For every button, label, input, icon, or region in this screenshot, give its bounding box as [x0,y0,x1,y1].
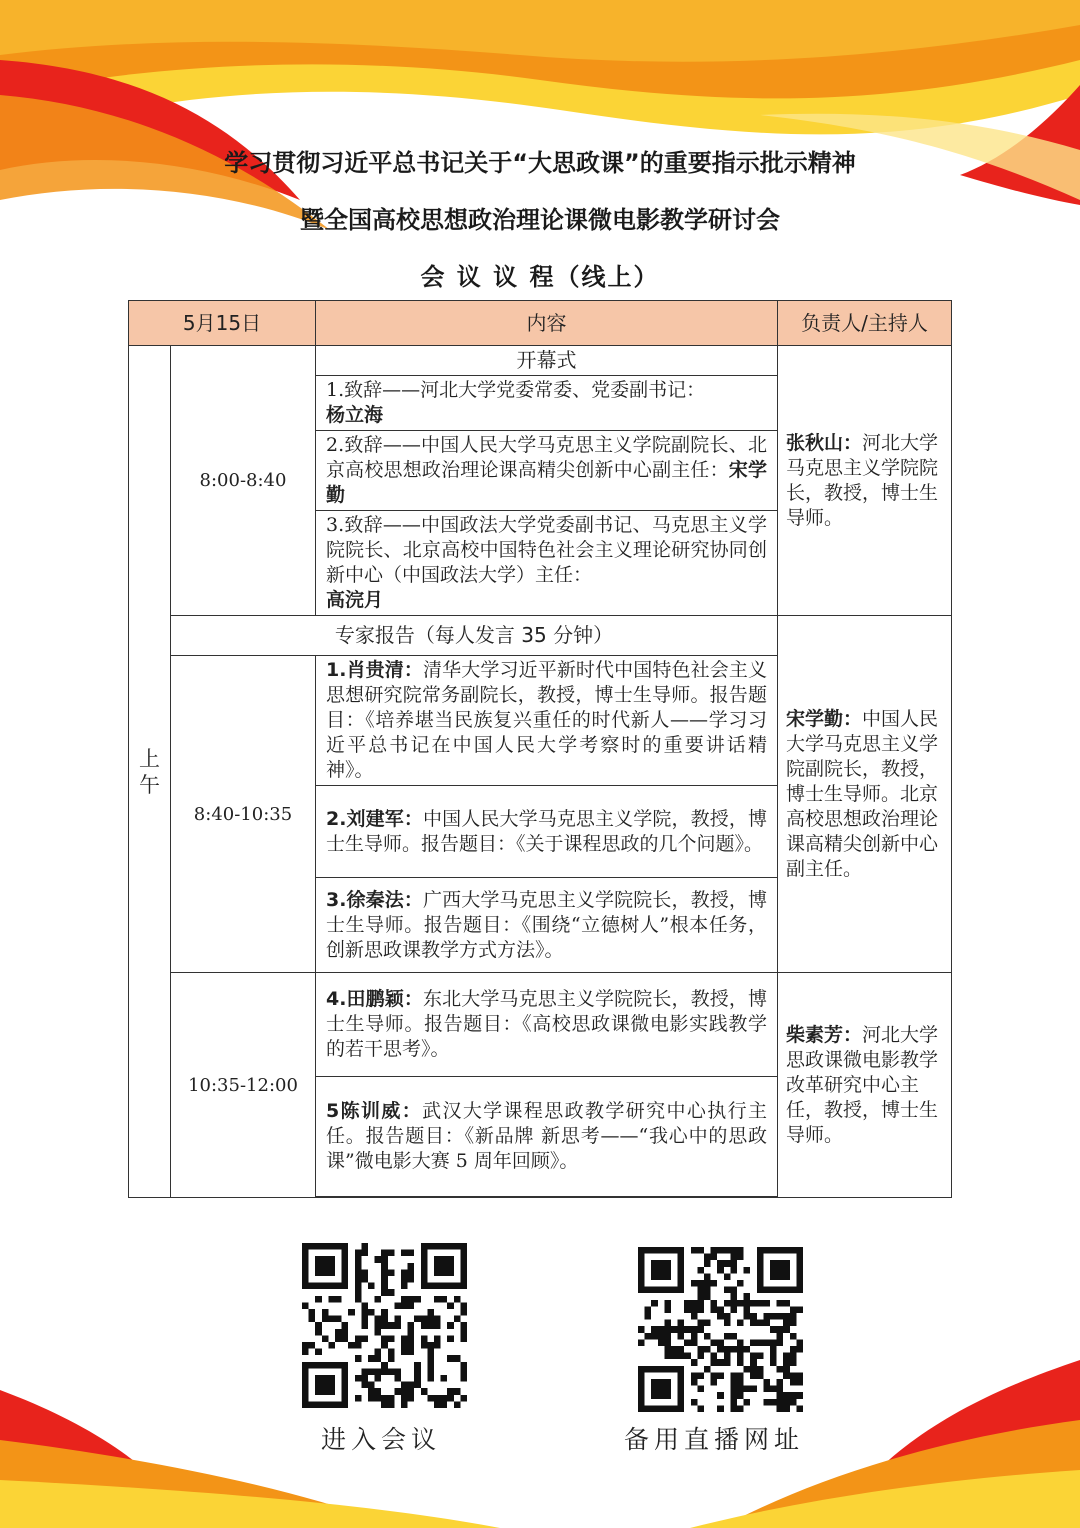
session1-host-desc: 河北大学马克思主义学院院长，教授，博士生导师。 [786,431,939,529]
qr-code-stream[interactable] [638,1247,803,1412]
speaker-name: 4.田鹏颖： [326,988,424,1010]
item-text: 中国人民大学马克思主义学院，教授，博士生导师。报告题目：《关于课程思政的几个问题》。 [326,807,767,855]
session1-item-2 [316,431,778,511]
session3-host-cell [778,973,952,1198]
session3-host-desc: 河北大学思政课微电影教学改革研究中心主任，教授，博士生导师。 [786,1023,939,1146]
item-text: 武汉大学课程思政教学研究中心执行主任。报告题目：《新品牌 新思考——“我心中的思政课”微电影大赛 5 周年回顾》。 [326,1100,767,1172]
session1-item-1 [316,376,778,431]
qr-code-meeting[interactable] [302,1243,467,1408]
table-row [129,973,952,1077]
session2-time: 8:40-10:35 [171,656,316,973]
period-label: 上午 [139,746,160,797]
speaker-name: 5陈训威： [326,1100,423,1122]
session2-item-1 [316,656,778,786]
item-text: 2.致辞——中国人民大学马克思主义学院副院长、北京高校思想政治理论课高精尖创新中心副主任： [326,434,767,481]
speaker-name: 2.刘建军： [326,807,424,830]
speaker-name: 高浣月 [326,589,384,611]
speaker-name: 3.徐秦法： [326,888,424,911]
qr-code-icon [302,1243,467,1408]
session2-item-2 [316,786,778,878]
header-date: 5月15日 [129,301,316,346]
session3-host-name: 柴素芳： [786,1023,863,1046]
session3-time: 10:35-12:00 [171,973,316,1198]
qr-label-stream: 备用直播网址 [624,1425,805,1454]
period-cell [129,346,171,1198]
header-host: 负责人/主持人 [778,301,952,346]
session1-item-3 [316,511,778,616]
speaker-name: 杨立海 [326,404,384,426]
session1-host-name: 张秋山： [786,431,863,454]
item-text: 清华大学习近平新时代中国特色社会主义思想研究院常务副院长，教授，博士生导师。报告题目：《培养堪当民族复兴重任的时代新人——学习习近平总书记在中国人民大学考察时的重要讲话精神》。 [326,659,767,781]
title-line-1: 学习贯彻习近平总书记关于“大思政课”的重要指示批示精神 [224,149,856,177]
session2-host-cell [778,616,952,973]
table-row [129,346,952,376]
session2-heading: 专家报告（每人发言 35 分钟） [171,616,778,656]
item-text: 1.致辞——河北大学党委常委、党委副书记： [326,379,706,401]
table-header-row [129,301,952,346]
session1-host-cell [778,346,952,616]
speaker-name: 宋学勤 [326,459,767,506]
qr-code-icon [638,1247,803,1412]
spacer-cell [316,1197,778,1198]
speaker-name: 1.肖贵清： [326,659,424,681]
item-text: 3.致辞——中国政法大学党委副书记、马克思主义学院院长、北京高校中国特色社会主义理论研究协同创新中心（中国政法大学）主任： [326,514,767,586]
session2-host-desc: 中国人民大学马克思主义学院副院长，教授，博士生导师。北京高校思想政治理论课高精尖创新中心副主任。 [786,707,939,880]
session2-host-name: 宋学勤： [786,707,863,730]
item-text: 东北大学马克思主义学院院长，教授，博士生导师。报告题目：《高校思政课微电影实践教学的若干思考》。 [326,988,767,1060]
session2-item-3 [316,878,778,973]
session3-item-1 [316,973,778,1077]
agenda-title: 会 议 议 程（线上） [420,263,660,291]
table-row [129,616,952,656]
qr-label-meeting: 进入会议 [321,1425,442,1454]
header-content: 内容 [316,301,778,346]
item-text: 广西大学马克思主义学院院长，教授，博士生导师。报告题目：《围绕“立德树人”根本任务，创新思政课教学方式方法》。 [326,888,767,961]
title-line-2: 暨全国高校思想政治理论课微电影教学研讨会 [300,206,780,234]
session3-item-2 [316,1077,778,1197]
session1-time: 8:00-8:40 [171,346,316,616]
session1-heading: 开幕式 [316,346,778,376]
agenda-table [128,300,952,1198]
